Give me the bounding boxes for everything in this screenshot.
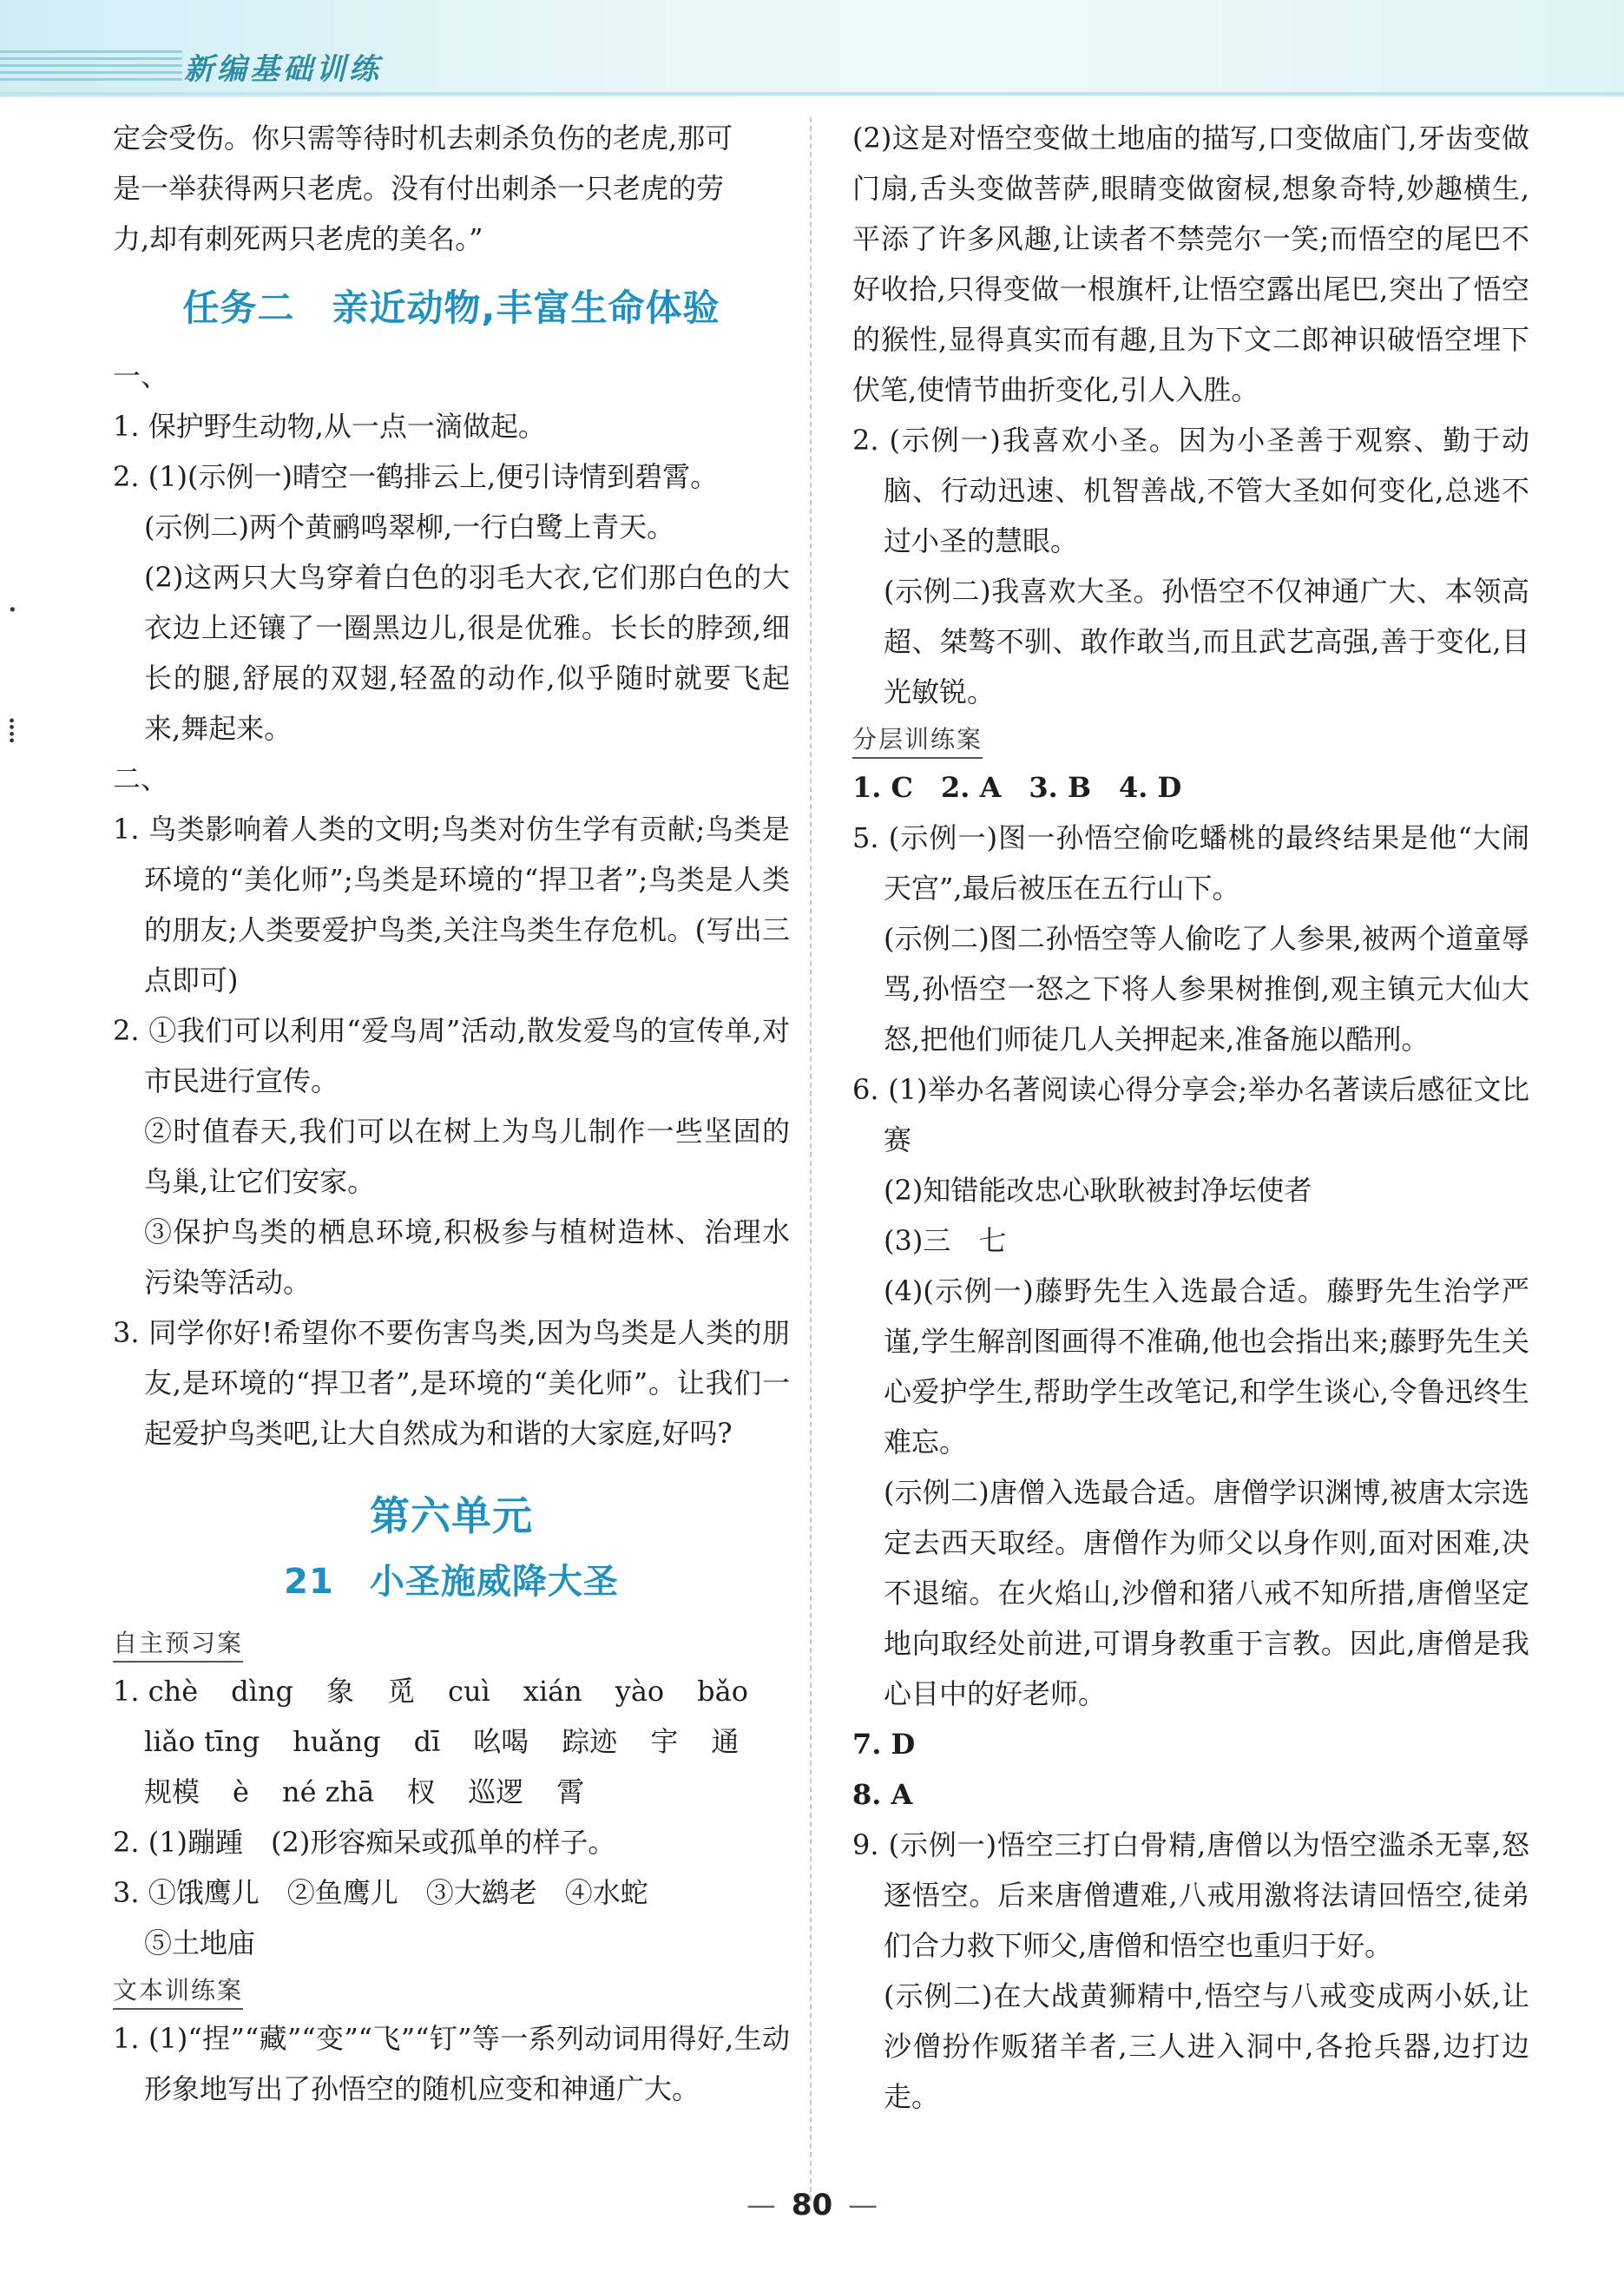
part1-label: 一、 xyxy=(113,359,169,392)
pinyin-cell: liǎo tīng xyxy=(144,1725,260,1758)
pinyin-cell: 霄 xyxy=(556,1775,585,1808)
margin-marks: · ⁞ xyxy=(7,590,18,751)
answer-item: 1. (1)“捏”“藏”“变”“飞”“钉”等一系列动词用得好,生动形象地写出了孙悟空的随机应变和神通广大。 xyxy=(113,2022,790,2105)
pinyin-cell: 吆喝 xyxy=(473,1725,529,1758)
pinyin-cell: 象 xyxy=(325,1675,354,1708)
pinyin-cell: 巡逻 xyxy=(468,1775,524,1808)
answer-item: 6. (1)举办名著阅读心得分享会;举办名著读后感征文比赛 xyxy=(852,1073,1529,1156)
pinyin-row xyxy=(113,1767,790,1817)
answer-item: 2. (1)(示例一)晴空一鹤排云上,便引诗情到碧霄。 xyxy=(113,460,719,493)
answer-item: (示例二)我喜欢大圣。孙悟空不仅神通广大、本领高超、桀骜不驯、敢作敢当,而且武艺高强,善于变化,目光敏锐。 xyxy=(884,575,1529,708)
task2-heading: 任务二 亲近动物,丰富生命体验 xyxy=(182,286,720,329)
pinyin-cell: 杈 xyxy=(407,1775,436,1808)
pinyin-row xyxy=(113,1666,790,1716)
unit-heading: 第六单元 xyxy=(370,1492,533,1539)
pinyin-cell: 规模 xyxy=(144,1775,201,1808)
pinyin-cell: né zhā xyxy=(281,1775,375,1808)
answer-item: 2. ①我们可以利用“爱鸟周”活动,散发爱鸟的宣传单,对市民进行宣传。 xyxy=(113,1014,790,1097)
pinyin-cell: xián xyxy=(523,1675,582,1708)
intro-line: 定会受伤。你只需等待时机去刺杀负伤的老虎,那可 xyxy=(113,122,733,155)
page-header xyxy=(0,0,1624,97)
pinyin-cell: bǎo xyxy=(697,1675,748,1708)
pinyin-cell: 踪迹 xyxy=(562,1725,618,1758)
section-tag-preview: 自主预习案 xyxy=(113,1626,243,1663)
answer-item: (示例二)在大战黄狮精中,悟空与八戒变成两小妖,让沙僧扮作贩猪羊者,三人进入洞中,各抢兵器,边打边走。 xyxy=(884,1979,1529,2113)
answer-item: ③保护鸟类的栖息环境,积极参与植树造林、治理水污染等活动。 xyxy=(144,1215,790,1299)
answer-item: (4)(示例一)藤野先生入选最合适。藤野先生治学严谨,学生解剖图画得不准确,他也会指出来;藤野先生关心爱护学生,帮助学生改笔记,和学生谈心,令鲁迅终生难忘。 xyxy=(884,1274,1529,1459)
answer-item: 1. 保护野生动物,从一点一滴做起。 xyxy=(113,410,546,443)
pinyin-cell: huǎng xyxy=(293,1725,381,1758)
answer-item: 3. 同学你好!希望你不要伤害鸟类,因为鸟类是人类的朋友,是环境的“捍卫者”,是环境的“美化师”。让我们一起爱护鸟类吧,让大自然成为和谐的大家庭,好吗? xyxy=(113,1316,790,1450)
answer-item: ⑤土地庙 xyxy=(144,1926,256,1959)
answer-item: 2. (1)蹦踵 (2)形容痴呆或孤单的样子。 xyxy=(113,1826,616,1859)
page-number: — 80 — xyxy=(746,2188,878,2222)
book-series-title: 新编基础训练 xyxy=(184,52,382,87)
intro-line: 是一举获得两只老虎。没有付出刺杀一只老虎的劳 xyxy=(113,172,725,205)
answer-item: 3. ①饿鹰儿 ②鱼鹰儿 ③大鹚老 ④水蛇 xyxy=(113,1876,648,1909)
answer-item: (2)这是对悟空变做土地庙的描写,口变做庙门,牙齿变做门扇,舌头变做菩萨,眼睛变做窗棂,想象奇特,妙趣横生,平添了许多风趣,让读者不禁莞尔一笑;而悟空的尾巴不好收拾,只得变做一根旗杆,让悟空露出尾巴,突出了悟空的猴性,显得真实而有趣,且为下文二郎神识破悟空埋下伏笔,使情节曲折变化,引人入胜。 xyxy=(852,122,1529,406)
answer-item: 1. 鸟类影响着人类的文明;鸟类对仿生学有贡献;鸟类是环境的“美化师”;鸟类是环境的“捍卫者”;鸟类是人类的朋友;人类要爱护鸟类,关注鸟类生存危机。(写出三点即可) xyxy=(113,813,790,997)
pinyin-cell: dī xyxy=(413,1725,441,1758)
section-tag-text: 文本训练案 xyxy=(113,1973,243,2010)
pinyin-cell: è xyxy=(233,1775,249,1808)
answer-item: (2)知错能改忠心耿耿被封净坛使者 xyxy=(884,1174,1312,1207)
pinyin-cell: dìng xyxy=(231,1675,293,1708)
pinyin-cell: 通 xyxy=(711,1725,740,1758)
answer-item: (2)这两只大鸟穿着白色的羽毛大衣,它们那白色的大衣边上还镶了一圈黑边儿,很是优雅。长长的脖颈,细长的腿,舒展的双翅,轻盈的动作,似乎随时就要飞起来,舞起来。 xyxy=(144,561,790,745)
section-tag-layer: 分层训练案 xyxy=(852,722,983,759)
pinyin-cell: yào xyxy=(615,1675,665,1708)
left-column xyxy=(113,113,790,2114)
pinyin-cell: cuì xyxy=(448,1675,490,1708)
page-number-value: 80 xyxy=(791,2188,833,2222)
header-decoration xyxy=(0,50,182,85)
answer-item: 7. D xyxy=(852,1728,916,1761)
answer-item: (3)三 七 xyxy=(884,1224,1007,1257)
answer-item: 2. (示例一)我喜欢小圣。因为小圣善于观察、勤于动脑、行动迅速、机智善战,不管大圣如何变化,总逃不过小圣的慧眼。 xyxy=(852,424,1529,557)
pinyin-row xyxy=(113,1716,790,1767)
pinyin-cell: 宇 xyxy=(650,1725,679,1758)
right-column xyxy=(852,113,1529,2122)
answer-item: 8. A xyxy=(852,1778,913,1811)
answer-item: (示例二)图二孙悟空等人偷吃了人参果,被两个道童辱骂,孙悟空一怒之下将人参果树推倒,观主镇元大仙大怒,把他们师徒几人关押起来,准备施以酷刑。 xyxy=(884,922,1529,1056)
multiple-choice-answers: 1. C 2. A 3. B 4. D xyxy=(852,771,1182,804)
lesson-heading: 21 小圣施威降大圣 xyxy=(284,1562,619,1602)
column-divider xyxy=(810,117,812,2201)
answer-item: ②时值春天,我们可以在树上为鸟儿制作一些坚固的鸟巢,让它们安家。 xyxy=(144,1115,790,1198)
pinyin-cell: 觅 xyxy=(387,1675,416,1708)
pinyin-cell: 1. chè xyxy=(113,1675,199,1708)
part2-label: 二、 xyxy=(113,762,169,795)
header-rule xyxy=(0,92,1624,95)
intro-line: 力,却有刺死两只老虎的美名。” xyxy=(113,222,483,255)
answer-item: 9. (示例一)悟空三打白骨精,唐僧以为悟空滥杀无辜,怒逐悟空。后来唐僧遭难,八戒用激将法请回悟空,徒弟们合力救下师父,唐僧和悟空也重归于好。 xyxy=(852,1828,1529,1962)
answer-item: (示例二)两个黄鹂鸣翠柳,一行白鹭上青天。 xyxy=(144,510,675,543)
answer-item: 5. (示例一)图一孙悟空偷吃蟠桃的最终结果是他“大闹天宫”,最后被压在五行山下。 xyxy=(852,821,1529,905)
answer-item: (示例二)唐僧入选最合适。唐僧学识渊博,被唐太宗选定去西天取经。唐僧作为师父以身作则,面对困难,决不退缩。在火焰山,沙僧和猪八戒不知所措,唐僧坚定地向取经处前进,可谓身教重于言教。因此,唐僧是我心目中的好老师。 xyxy=(884,1476,1529,1710)
